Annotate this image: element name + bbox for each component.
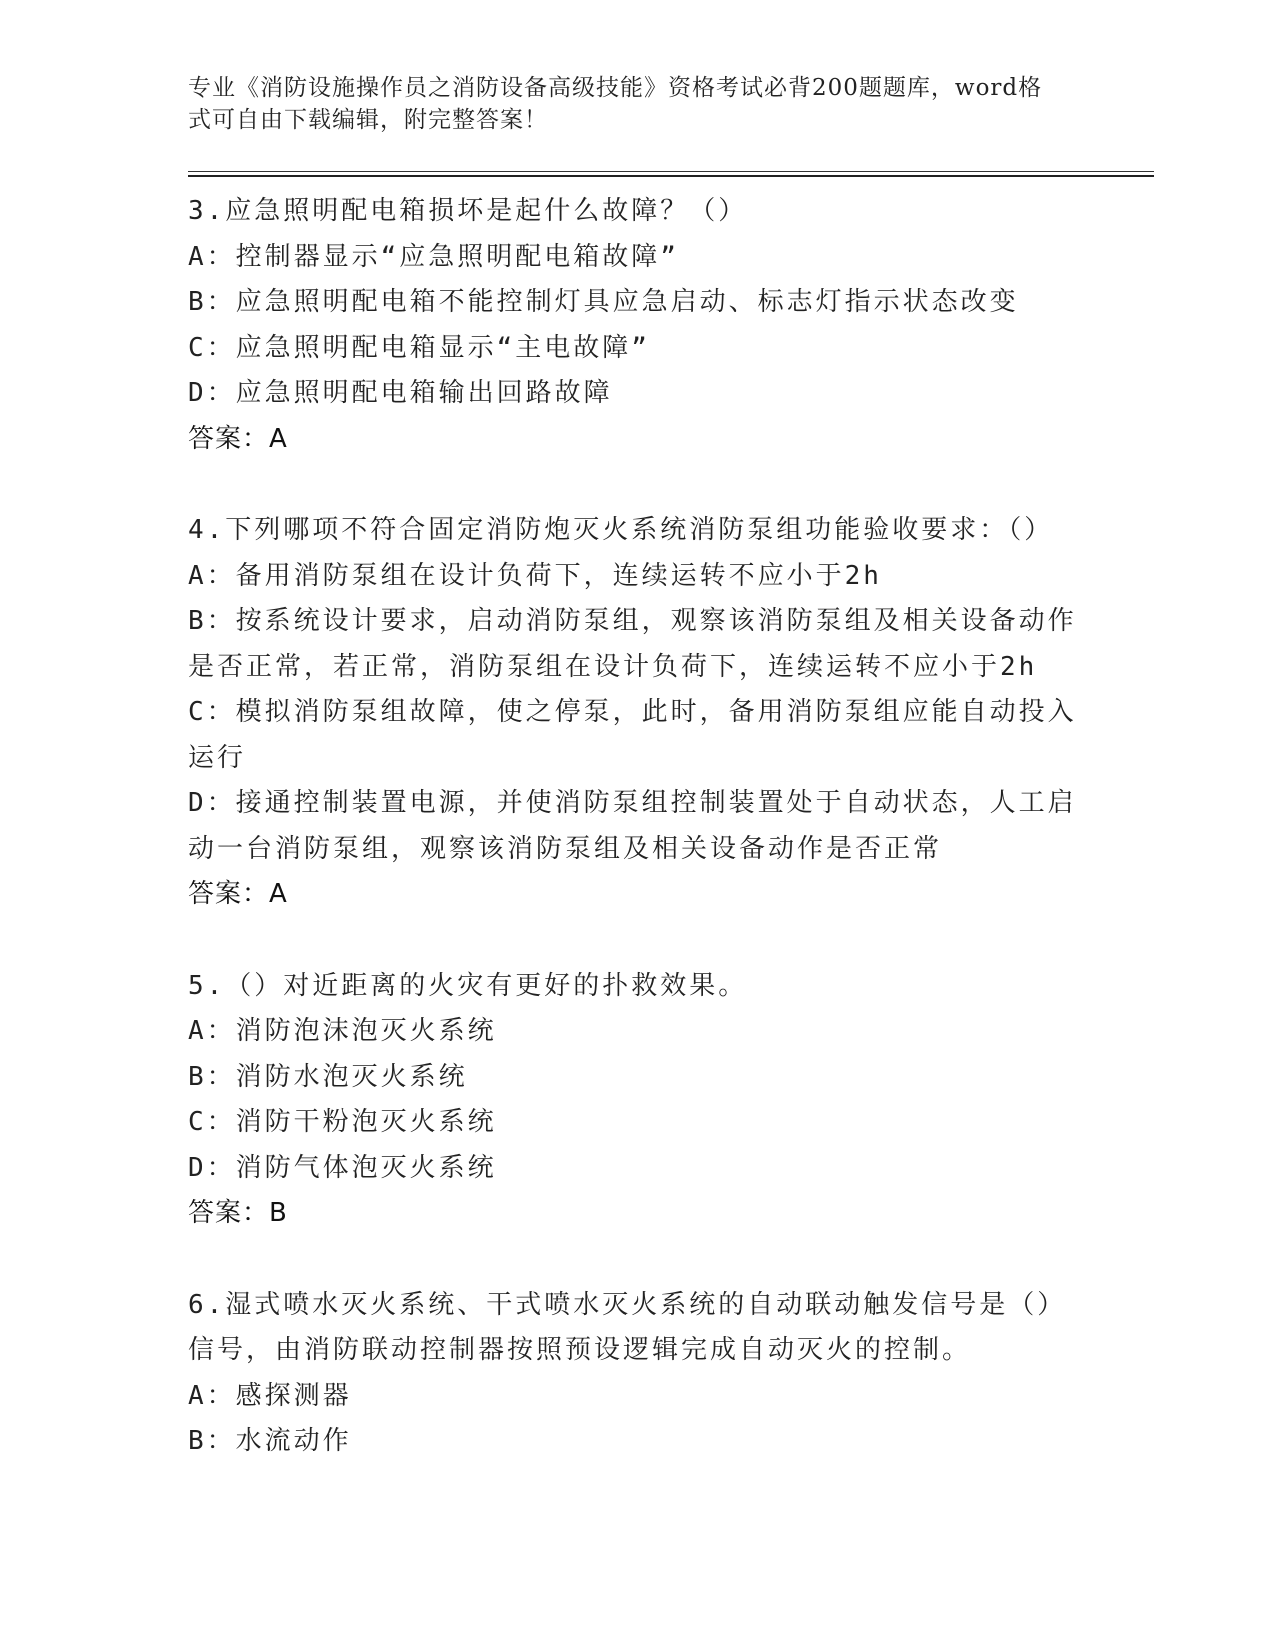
question-4 <box>188 508 1088 918</box>
option-a: A：感探测器 <box>188 1380 352 1411</box>
option-b: B：水流动作 <box>188 1426 352 1456</box>
option-b: B：应急照明配电箱不能控制灯具应急启动、标志灯指示状态改变 <box>188 287 1019 317</box>
header-rule-thin <box>188 171 1154 172</box>
header-line-1: 专业《消防设施操作员之消防设备高级技能》资格考试必背200题题库，word格 <box>188 75 1043 101</box>
option-d: D：接通控制装置电源，并使消防泵组控制装置处于自动状态，人工启 <box>188 788 1077 818</box>
answer-label: 答案：B <box>188 1198 288 1228</box>
option-c: C：消防干粉泡灭火系统 <box>188 1107 497 1137</box>
header-line-2: 式可自由下载编辑，附完整答案！ <box>188 107 548 133</box>
option-c: C：模拟消防泵组故障，使之停泵，此时，备用消防泵组应能自动投入 <box>188 697 1077 727</box>
option-b: B：按系统设计要求，启动消防泵组，观察该消防泵组及相关设备动作 <box>188 606 1077 636</box>
question-stem: 4.下列哪项不符合固定消防炮灭火系统消防泵组功能验收要求：（） <box>188 515 1054 545</box>
option-c: C：应急照明配电箱显示“主电故障” <box>188 332 650 363</box>
question-list <box>188 189 1088 1511</box>
question-stem-continued: 信号，由消防联动控制器按照预设逻辑完成自动灭火的控制。 <box>188 1335 972 1365</box>
question-6 <box>188 1283 1088 1465</box>
option-d: D：消防气体泡灭火系统 <box>188 1152 497 1183</box>
option-d: D：应急照明配电箱输出回路故障 <box>188 378 613 408</box>
option-b-continued: 是否正常，若正常，消防泵组在设计负荷下，连续运转不应小于2h <box>188 651 1038 682</box>
option-a: A：消防泡沫泡灭火系统 <box>188 1016 497 1046</box>
question-5 <box>188 964 1088 1237</box>
question-stem: 3.应急照明配电箱损坏是起什么故障？（） <box>188 196 748 226</box>
question-3 <box>188 189 1088 462</box>
option-a: A：备用消防泵组在设计负荷下，连续运转不应小于2h <box>188 560 882 591</box>
option-b: B：消防水泡灭火系统 <box>188 1061 468 1092</box>
document-header <box>188 72 1068 136</box>
question-stem: 6.湿式喷水灭火系统、干式喷水灭火系统的自动联动触发信号是（） <box>188 1289 1067 1320</box>
answer-label: 答案：A <box>188 423 288 454</box>
header-rule-thick <box>188 175 1154 177</box>
option-a: A：控制器显示“应急照明配电箱故障” <box>188 241 679 272</box>
option-d-continued: 动一台消防泵组，观察该消防泵组及相关设备动作是否正常 <box>188 833 943 864</box>
answer-label: 答案：A <box>188 879 288 909</box>
question-stem: 5.（）对近距离的火灾有更好的扑救效果。 <box>188 970 748 1001</box>
option-c-continued: 运行 <box>188 742 247 773</box>
